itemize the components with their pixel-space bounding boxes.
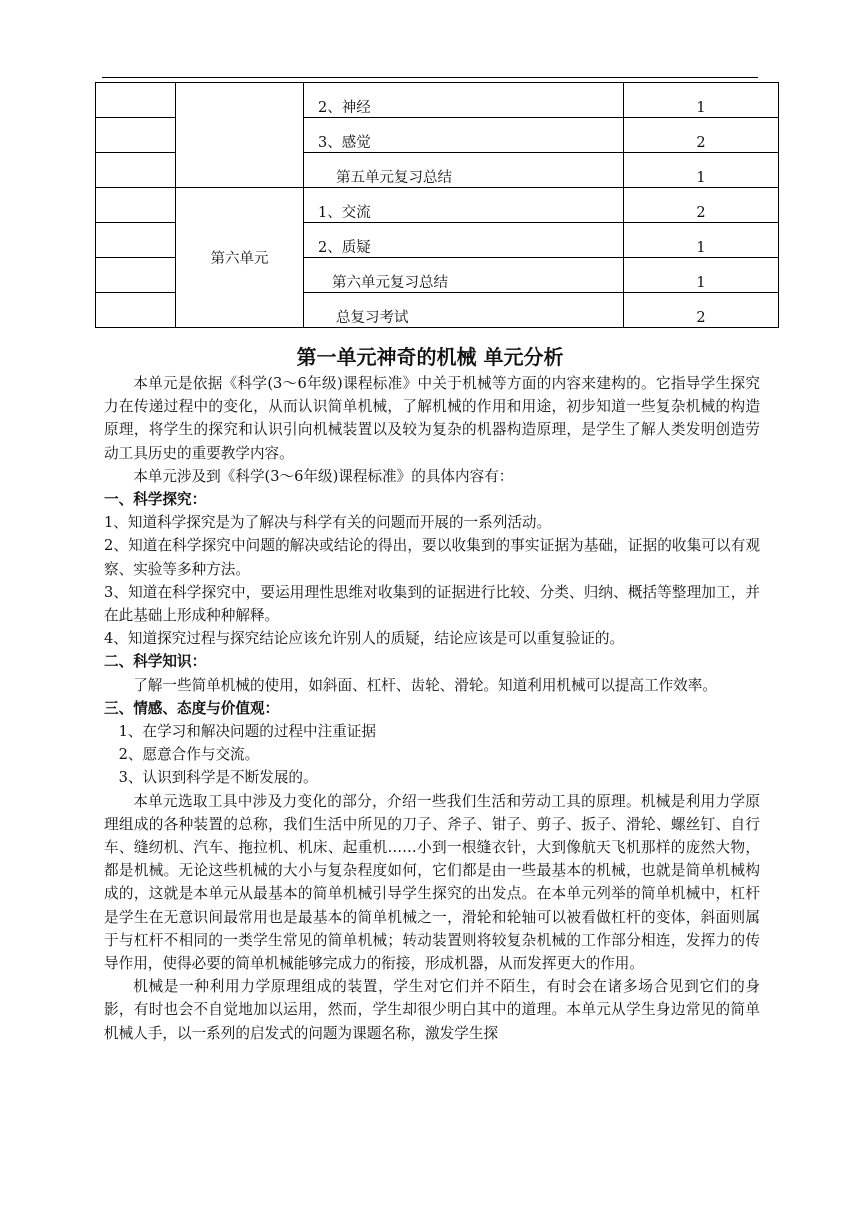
body-paragraph: 本单元是依据《科学(3～6年级)课程标准》中关于机械等方面的内容来建构的。它指导学生探究力在传递过程中的变化，从而认识简单机械，了解机械的作用和用途，初步知道一些复杂机械的构造原理，将学生的探究和认识引向机械装置以及较为复杂的机器构造原理，是学生了解人类发明创造劳动工具历史的重要教学内容。 [104,375,760,462]
topic-cell [304,258,624,293]
topic-cell [304,83,624,118]
topic-text: 2、神经 [318,100,371,116]
hours-text: 2 [696,135,706,151]
list-item: 3、认识到科学是不断发展的。 [118,769,318,787]
topic-text: 第六单元复习总结 [332,275,448,291]
hours-text: 2 [696,205,706,221]
body-paragraph: 本单元涉及到《科学(3～6年级)课程标准》的具体内容有： [133,467,514,485]
list-item: 2、知道在科学探究中问题的解决或结论的得出，要以收集到的事实证据为基础，证据的收集可以有观察、实验等多种方法。 [104,537,760,578]
topic-text: 2、质疑 [318,240,371,256]
hours-text: 1 [696,100,706,116]
list-item: 3、知道在科学探究中，要运用理性思维对收集到的证据进行比较、分类、归纳、概括等整理加工，并在此基础上形成种种解释。 [104,583,760,625]
unit-cell [176,188,304,328]
table-cell-empty [96,188,176,223]
hours-text: 1 [696,240,706,256]
lesson-plan-table [95,82,779,328]
list-item: 2、愿意合作与交流。 [118,746,260,764]
body-paragraph: 本单元选取工具中涉及力变化的部分，介绍一些我们生活和劳动工具的原理。机械是利用力学原理组成的各种装置的总称，我们生活中所见的刀子、斧子、钳子、剪子、扳子、滑轮、螺丝钉、自行车、缝纫机、汽车、拖拉机、机床、起重机……小到一根缝衣针，大到像航天飞机那样的庞然大物，都是机械。无论这些机械的大小与复杂程度如何，它们都是由一些最基本的机械，也就是简单机械构成的，这就是本单元从最基本的简单机械引导学生探究的出发点。在本单元列举的简单机械中，杠杆是学生在无意识间最常用也是最基本的简单机械之一，滑轮和轮轴可以被看做杠杆的变体，斜面则属于与杠杆不相同的一类学生常见的简单机械；转动装置则将较复杂机械的工作部分相连，发挥力的传导作用，使得必要的简单机械能够完成力的衔接，形成机器，从而发挥更大的作用。 [104,792,760,973]
table-cell-empty [96,258,176,293]
topic-cell [304,153,624,188]
section-heading: 二、科学知识： [104,653,207,671]
section-heading: 一、科学探究： [104,491,207,509]
topic-text: 第五单元复习总结 [336,170,452,186]
document-body [104,372,760,1045]
table-row [96,83,779,118]
table-cell-empty [96,153,176,188]
table-cell-empty [96,293,176,328]
list-item: 4、知道探究过程与探究结论应该允许别人的质疑，结论应该是可以重复验证的。 [104,630,625,648]
topic-cell [304,293,624,328]
header-rule [102,77,758,78]
hours-text: 1 [696,275,706,291]
topic-cell [304,118,624,153]
table-cell-empty [96,118,176,153]
topic-text: 1、交流 [318,205,371,221]
hours-cell [624,153,779,188]
topic-cell [304,223,624,258]
list-item: 1、知道科学探究是为了解决与科学有关的问题而开展的一系列活动。 [104,514,552,532]
hours-cell [624,83,779,118]
table-row [96,188,779,223]
hours-cell [624,223,779,258]
hours-text: 2 [696,310,706,326]
topic-text: 总复习考试 [336,310,409,326]
hours-cell [624,293,779,328]
body-paragraph: 机械是一种利用力学原理组成的装置，学生对它们并不陌生，有时会在诸多场合见到它们的身影，有时也会不自觉地加以运用，然而，学生却很少明白其中的道理。本单元从学生身边常见的简单机械人手，以一系列的启发式的问题为课题名称，激发学生探 [104,978,760,1042]
hours-cell [624,118,779,153]
unit-label: 第六单元 [210,251,269,267]
body-paragraph: 了解一些简单机械的使用，如斜面、杠杆、齿轮、滑轮。知道利用机械可以提高工作效率。 [133,676,717,694]
table-cell-empty [96,223,176,258]
section-heading: 三、情感、态度与价值观： [104,699,280,717]
hours-text: 1 [696,170,706,186]
hours-cell [624,258,779,293]
section-title: 第一单元神奇的机械 单元分析 [296,345,564,369]
topic-cell [304,188,624,223]
unit-cell-empty [176,83,304,188]
table-cell-empty [96,83,176,118]
list-item: 1、在学习和解决问题的过程中注重证据 [118,723,376,741]
topic-text: 3、感觉 [318,135,371,151]
hours-cell [624,188,779,223]
